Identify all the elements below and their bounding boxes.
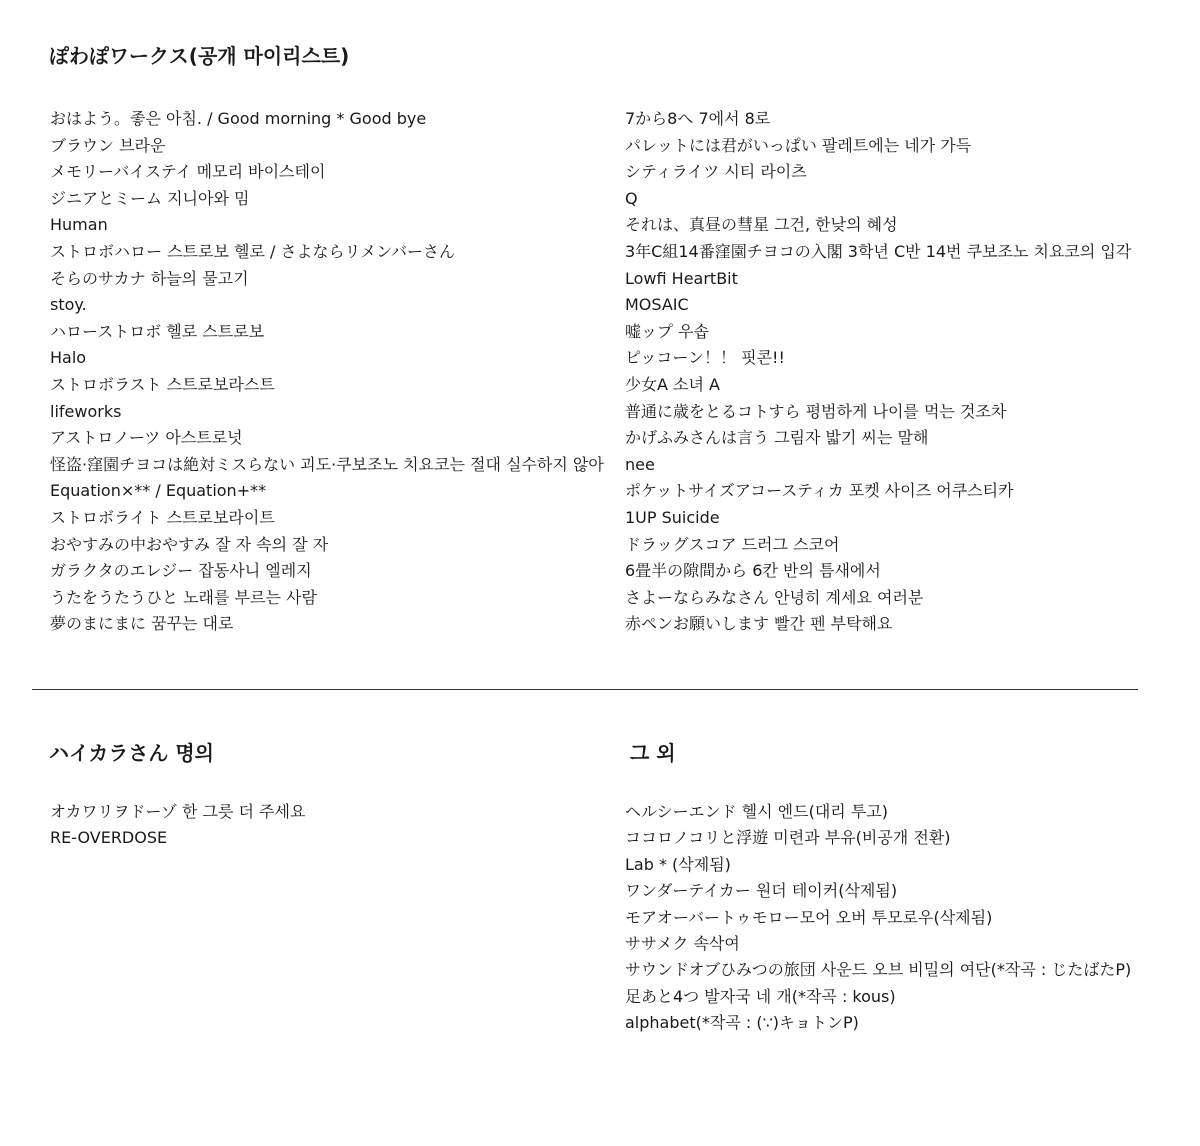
others-heading: 그 외 [630,741,676,765]
list-item: 怪盗·窪園チヨコは絶対ミスらない 괴도·쿠보조노 치요코는 절대 실수하지 않아 [50,454,604,474]
list-item: ヘルシーエンド 헬시 엔드(대리 투고) [625,802,888,821]
list-item: モアオーバートゥモロー모어 오버 투모로우(삭제됨) [625,907,993,927]
list-item: stoy. [50,295,87,315]
list-item: 3年C組14番窪園チヨコの入閣 3학년 C반 14번 쿠보조노 치요코의 입각 [625,241,1132,261]
list-item: Equation×** / Equation+** [50,481,267,501]
list-item: MOSAIC [625,295,689,315]
list-item: 7から8へ 7에서 8로 [625,109,771,128]
section-divider [32,689,1138,690]
list-item: 6畳半の隙間から 6칸 반의 틈새에서 [625,561,881,581]
list-item: ブラウン 브라운 [50,135,166,155]
list-item: 嘘ップ 우솝 [625,321,709,341]
list-item: Human [50,215,108,235]
list-item: nee [625,454,655,474]
list-item: 夢のまにまに 꿈꾸는 대로 [50,614,234,634]
list-item: ココロノコリと浮遊 미련과 부유(비공개 전환) [625,828,951,848]
list-item: パレットには君がいっぱい 팔레트에는 네가 가득 [625,135,972,155]
list-item: オカワリヲドーゾ 한 그릇 더 주세요 [50,802,306,821]
list-item: 少女A 소녀 A [625,374,720,394]
list-item: 普通に歳をとるコトすら 평범하게 나이를 먹는 것조차 [625,401,1007,421]
list-item: ワンダーテイカー 원더 테이커(삭제됨) [625,881,898,901]
list-item: Halo [50,348,87,368]
list-item: alphabet(*작곡 : (∵)キョトンP) [625,1013,859,1033]
powapo-works-right-list [625,106,1185,638]
list-item: ガラクタのエレジー 잡동사니 엘레지 [50,561,312,581]
list-item: そらのサカナ 하늘의 물고기 [50,268,249,288]
haikara-heading: ハイカラさん 명의 [49,741,215,765]
list-item: Q [625,188,638,208]
list-item: 1UP Suicide [625,507,720,527]
list-item: おはよう。좋은 아침. / Good morning * Good bye [50,109,427,128]
list-item: おやすみの中おやすみ 잘 자 속의 잘 자 [50,534,329,554]
others-list [625,799,1185,1037]
list-item: ポケットサイズアコースティカ 포켓 사이즈 어쿠스티카 [625,481,1014,501]
powapo-works-heading: ぽわぽワークス(공개 마이리스트) [49,44,350,68]
list-item: ストロボライト 스트로보라이트 [50,507,275,527]
list-item: ハローストロボ 헬로 스트로보 [50,321,265,341]
list-item: シティライツ 시티 라이츠 [625,162,807,182]
list-item: うたをうたうひと 노래를 부르는 사람 [50,587,317,607]
list-item: Lab * (삭제됨) [625,854,731,874]
haikara-list [50,799,610,852]
list-item: ジニアとミーム 지니아와 밈 [50,188,250,208]
list-item: かげふみさんは言う 그림자 밟기 씨는 말해 [625,428,929,448]
list-item: メモリーバイステイ 메모리 바이스테이 [50,162,326,182]
list-item: Lowfi HeartBit [625,268,738,288]
list-item: それは、真昼の彗星 그건, 한낮의 혜성 [625,215,898,235]
list-item: アストロノーツ 아스트로넛 [50,428,243,448]
list-item: 赤ペンお願いします 빨간 펜 부탁해요 [625,614,893,634]
list-item: lifeworks [50,401,122,421]
list-item: ドラッグスコア 드러그 스코어 [625,534,840,554]
list-item: サウンドオブひみつの旅団 사운드 오브 비밀의 여단(*작곡 : じたばたP) [625,960,1132,980]
list-item: ササメク 속삭여 [625,933,740,953]
powapo-works-left-list [50,106,620,638]
list-item: ストロボハロー 스트로보 헬로 / さよならリメンバーさん [50,241,456,261]
list-item: ピッコーン！！ 핏콘!! [625,348,785,368]
list-item: 足あと4つ 발자국 네 개(*작곡 : kous) [625,986,896,1006]
list-item: ストロボラスト 스트로보라스트 [50,374,275,394]
list-item: RE-OVERDOSE [50,828,168,848]
list-item: さよーならみなさん 안녕히 계세요 여러분 [625,587,924,607]
